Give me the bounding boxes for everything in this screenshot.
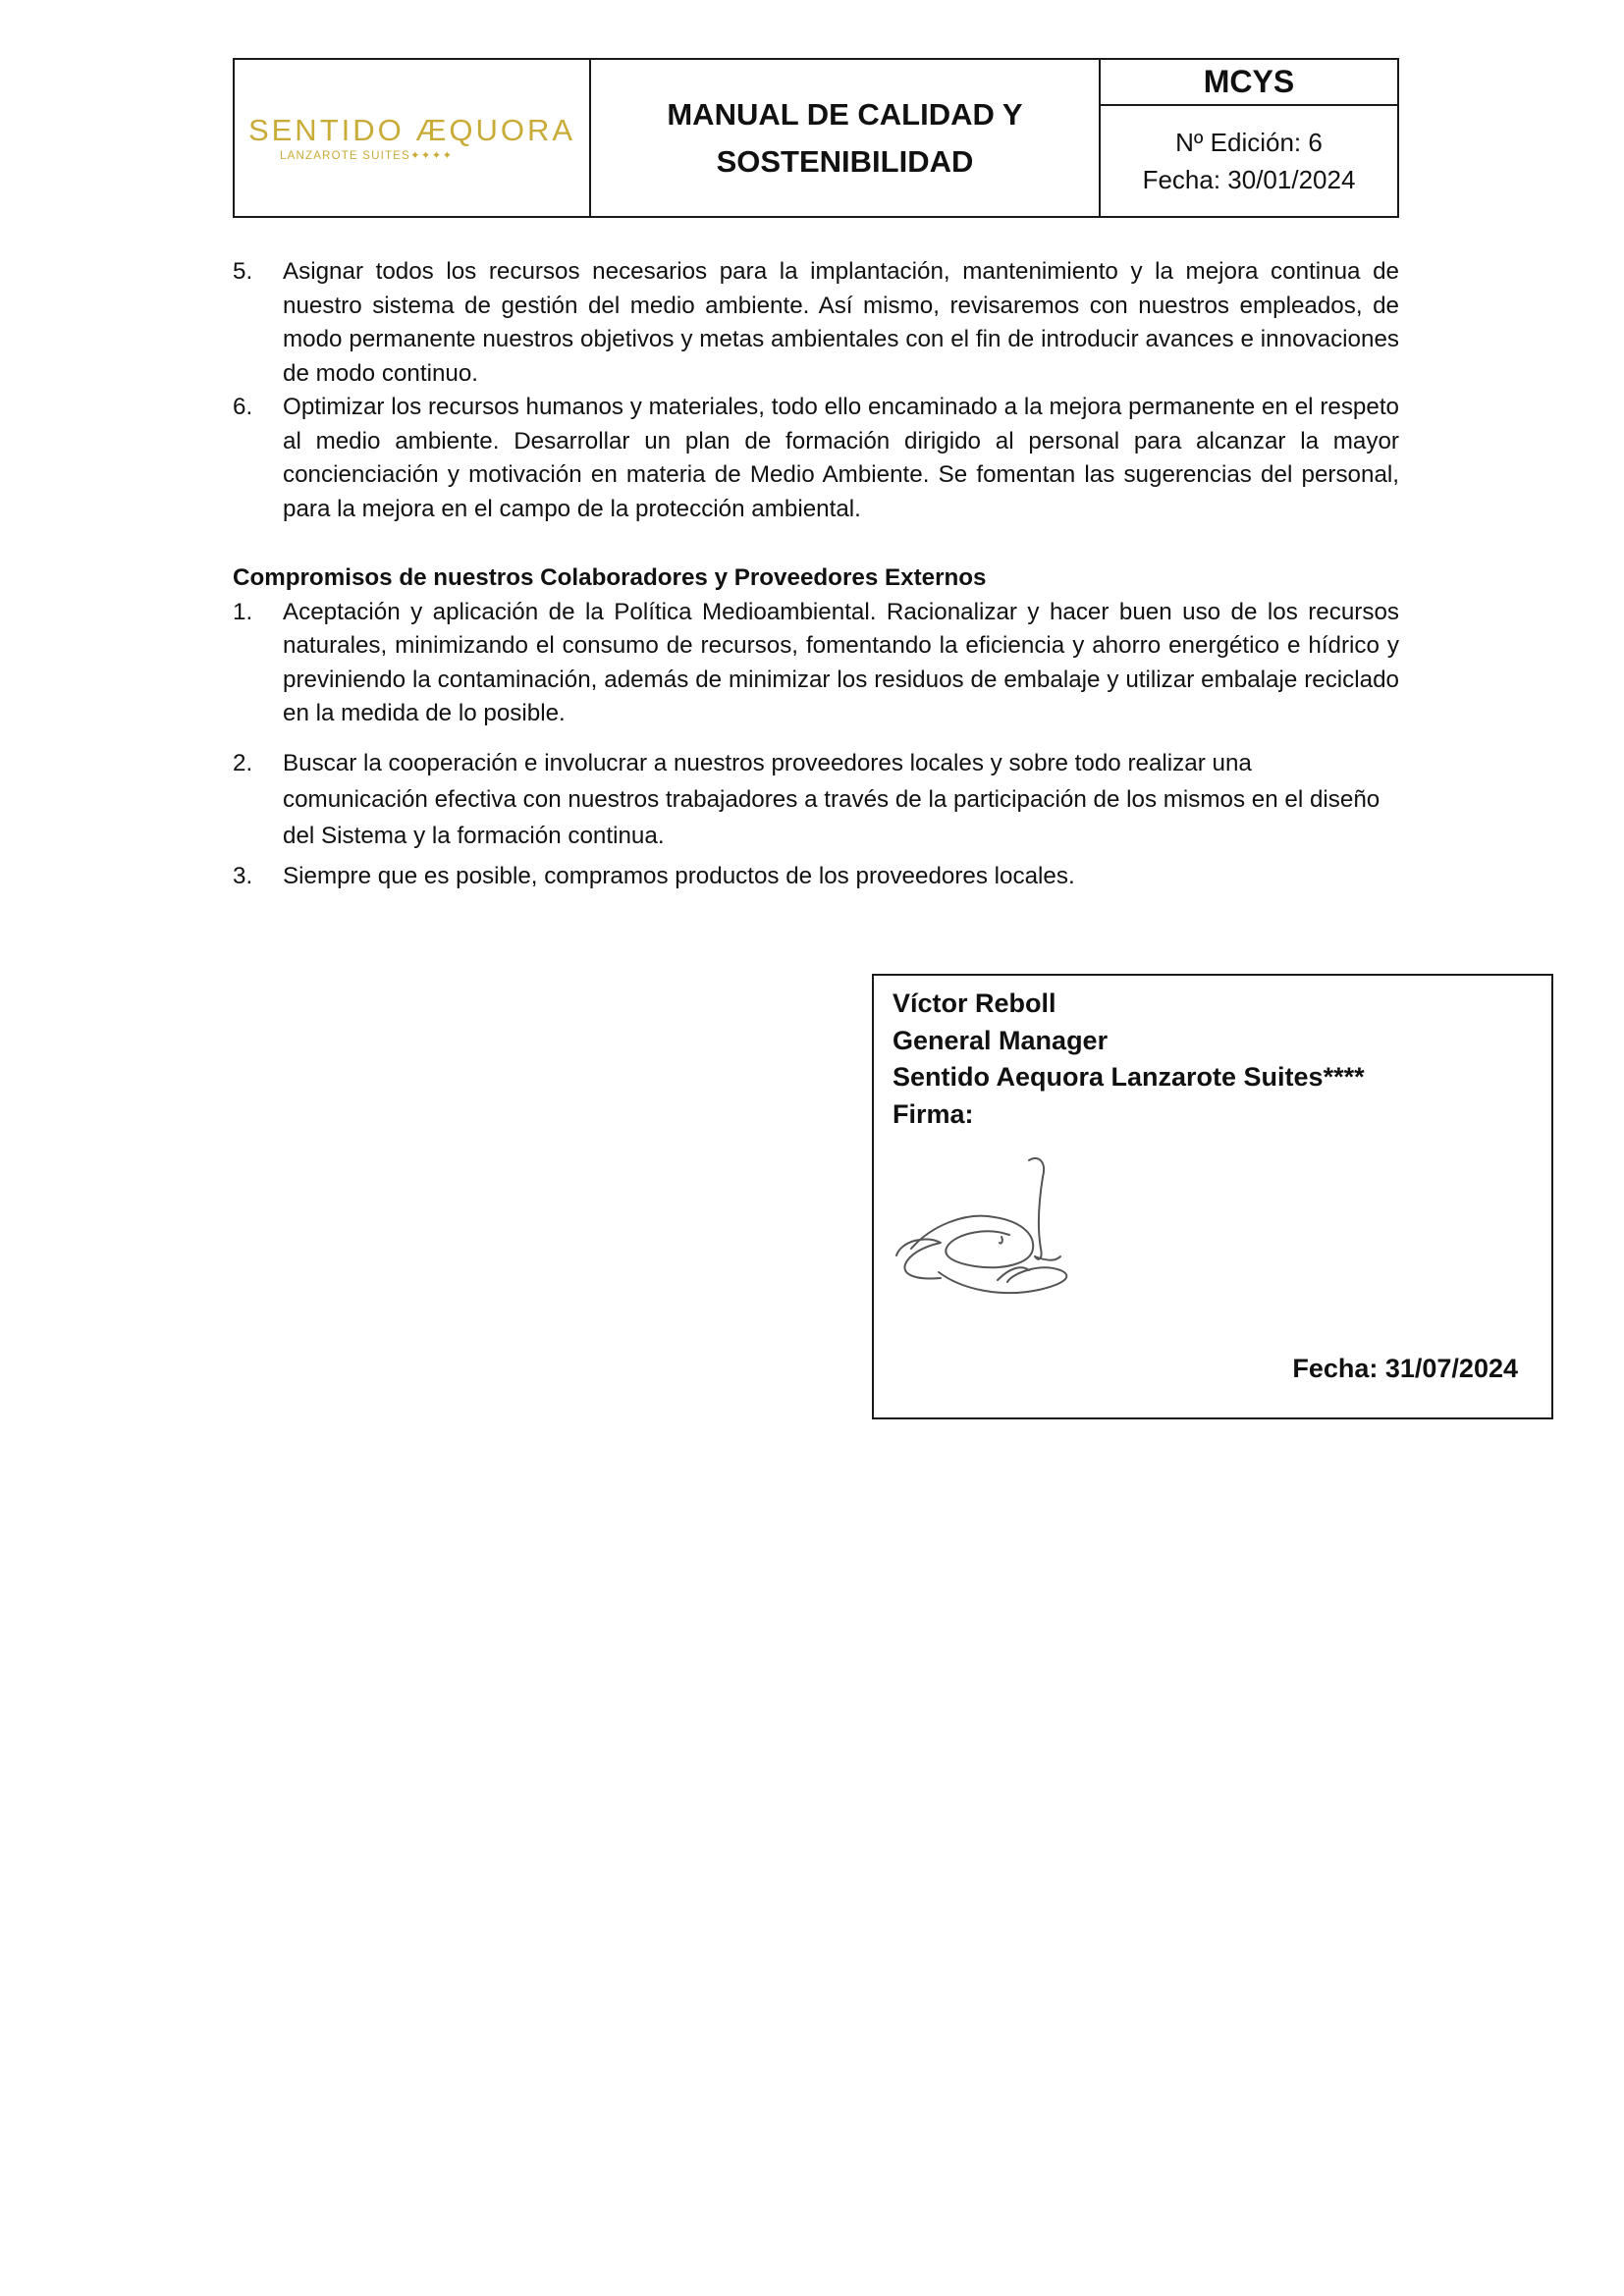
- edition-number: Nº Edición: 6: [1175, 128, 1323, 157]
- handwritten-signature: [892, 1133, 1088, 1309]
- edition-info: [1101, 106, 1397, 216]
- list-number: 5.: [233, 258, 253, 285]
- title-line-2: SOSTENIBILIDAD: [716, 143, 974, 179]
- list-text: Siempre que es posible, compramos productos de los proveedores locales.: [283, 862, 1075, 889]
- signatory-name: Víctor Reboll: [893, 988, 1056, 1018]
- title-line-1: MANUAL DE CALIDAD Y: [667, 96, 1023, 132]
- list-text: Buscar la cooperación e involucrar a nuestros proveedores locales y sobre todo realizar una comunicación efectiva con nuestros trabajadores a través de la participación de los mismos en el diseño del Sistema y la formación continua.: [283, 749, 1380, 849]
- list-item: [233, 860, 1399, 894]
- list-number: 2.: [233, 749, 253, 776]
- signatory-role: General Manager: [893, 1025, 1109, 1055]
- signature-box: [872, 974, 1553, 1419]
- list-number: 1.: [233, 598, 253, 625]
- document-code: MCYS: [1101, 60, 1397, 106]
- document-title: [591, 60, 1101, 216]
- list-item: [233, 391, 1399, 526]
- commitments-list: [233, 596, 1399, 894]
- section-heading: Compromisos de nuestros Colaboradores y Proveedores Externos: [233, 564, 987, 591]
- list-item: [233, 255, 1399, 391]
- signatory-details: [893, 986, 1365, 1133]
- document-header: [233, 58, 1399, 218]
- document-body: [233, 255, 1399, 893]
- document-meta: [1101, 60, 1397, 216]
- logo-wordmark: SENTIDO ÆQUORA: [247, 112, 576, 147]
- edition-date: Fecha: 30/01/2024: [1142, 165, 1356, 194]
- policy-list: [233, 255, 1399, 526]
- list-item: [233, 745, 1399, 854]
- list-item: [233, 596, 1399, 731]
- list-number: 6.: [233, 394, 253, 420]
- list-text: Aceptación y aplicación de la Política Medioambiental. Racionalizar y hacer buen uso de los recursos naturales, minimizando el consumo de recursos, fomentando la eficiencia y ahorro energético e hídrico y previniendo la contaminación, además de minimizar los residuos de embalaje y utilizar embalaje reciclado en la medida de lo posible.: [283, 598, 1399, 726]
- logo-subtitle: LANZAROTE SUITES✦✦✦✦: [280, 149, 454, 162]
- signature-date: Fecha: 31/07/2024: [1292, 1354, 1518, 1383]
- list-number: 3.: [233, 862, 253, 889]
- hotel-logo: [235, 60, 591, 216]
- signatory-hotel: Sentido Aequora Lanzarote Suites****: [893, 1062, 1365, 1092]
- list-text: Asignar todos los recursos necesarios para la implantación, mantenimiento y la mejora continua de nuestro sistema de gestión del medio ambiente. Así mismo, revisaremos con nuestros empleados, de modo permanente nuestros objetivos y metas ambientales con el fin de introducir avances e innovaciones de modo continuo.: [283, 258, 1399, 387]
- firma-label: Firma:: [893, 1098, 974, 1129]
- list-text: Optimizar los recursos humanos y materiales, todo ello encaminado a la mejora permanente en el respeto al medio ambiente. Desarrollar un plan de formación dirigido al personal para alcanzar la mayor concienciación y motivación en materia de Medio Ambiente. Se fomentan las sugerencias del personal, para la mejora en el campo de la protección ambiental.: [283, 394, 1399, 522]
